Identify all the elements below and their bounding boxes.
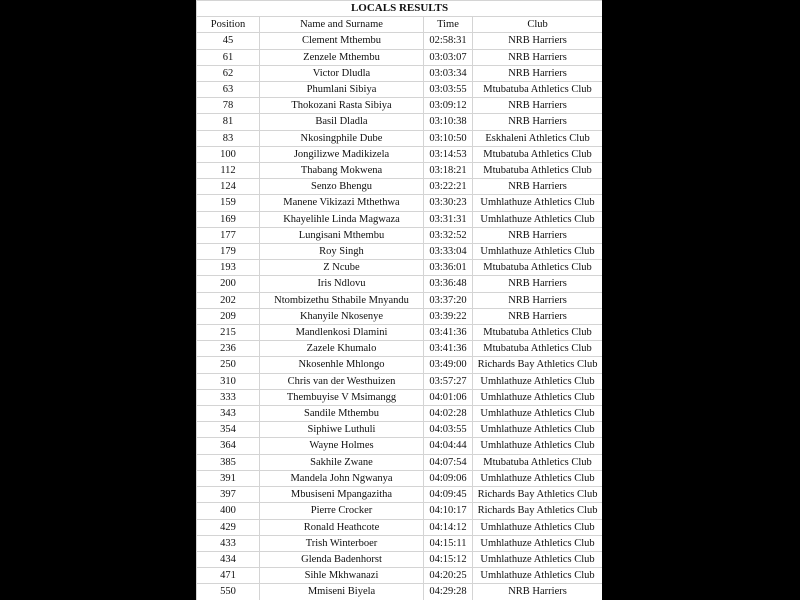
cell-time: 03:32:52 xyxy=(424,227,473,243)
cell-time: 03:09:12 xyxy=(424,98,473,114)
cell-name: Nkosenhle Mhlongo xyxy=(260,357,424,373)
cell-name: Manene Vikizazi Mthethwa xyxy=(260,195,424,211)
cell-time: 04:15:12 xyxy=(424,551,473,567)
cell-name: Thembuyise V Msimangg xyxy=(260,389,424,405)
cell-club: Umhlathuze Athletics Club xyxy=(473,470,603,486)
table-row xyxy=(197,503,603,519)
cell-club: NRB Harriers xyxy=(473,308,603,324)
table-row xyxy=(197,179,603,195)
cell-name: Mbusiseni Mpangazitha xyxy=(260,487,424,503)
table-row xyxy=(197,114,603,130)
cell-club: NRB Harriers xyxy=(473,584,603,600)
table-row xyxy=(197,325,603,341)
cell-club: Umhlathuze Athletics Club xyxy=(473,373,603,389)
cell-time: 02:58:31 xyxy=(424,33,473,49)
cell-position: 471 xyxy=(197,568,260,584)
cell-position: 81 xyxy=(197,114,260,130)
table-row xyxy=(197,519,603,535)
cell-time: 03:22:21 xyxy=(424,179,473,195)
cell-time: 04:04:44 xyxy=(424,438,473,454)
cell-position: 550 xyxy=(197,584,260,600)
table-row xyxy=(197,33,603,49)
table-row xyxy=(197,568,603,584)
table-row xyxy=(197,357,603,373)
table-row xyxy=(197,227,603,243)
cell-position: 236 xyxy=(197,341,260,357)
cell-position: 83 xyxy=(197,130,260,146)
table-row xyxy=(197,308,603,324)
cell-position: 202 xyxy=(197,292,260,308)
cell-club: NRB Harriers xyxy=(473,33,603,49)
cell-club: NRB Harriers xyxy=(473,227,603,243)
cell-time: 03:37:20 xyxy=(424,292,473,308)
results-sheet xyxy=(196,0,602,600)
cell-name: Lungisani Mthembu xyxy=(260,227,424,243)
cell-club: Umhlathuze Athletics Club xyxy=(473,195,603,211)
cell-position: 45 xyxy=(197,33,260,49)
header-name: Name and Surname xyxy=(260,17,424,33)
table-row xyxy=(197,195,603,211)
table-row xyxy=(197,65,603,81)
cell-position: 100 xyxy=(197,146,260,162)
cell-club: Mtubatuba Athletics Club xyxy=(473,454,603,470)
cell-name: Thabang Mokwena xyxy=(260,163,424,179)
cell-club: Richards Bay Athletics Club xyxy=(473,503,603,519)
cell-name: Mmiseni Biyela xyxy=(260,584,424,600)
table-row xyxy=(197,454,603,470)
cell-name: Sakhile Zwane xyxy=(260,454,424,470)
cell-time: 03:41:36 xyxy=(424,325,473,341)
cell-name: Nkosingphile Dube xyxy=(260,130,424,146)
cell-position: 200 xyxy=(197,276,260,292)
cell-position: 343 xyxy=(197,406,260,422)
cell-time: 03:10:50 xyxy=(424,130,473,146)
cell-time: 04:09:45 xyxy=(424,487,473,503)
cell-club: Richards Bay Athletics Club xyxy=(473,487,603,503)
cell-name: Glenda Badenhorst xyxy=(260,551,424,567)
cell-name: Siphiwe Luthuli xyxy=(260,422,424,438)
cell-club: Mtubatuba Athletics Club xyxy=(473,341,603,357)
table-row xyxy=(197,292,603,308)
cell-time: 03:57:27 xyxy=(424,373,473,389)
cell-position: 61 xyxy=(197,49,260,65)
cell-position: 112 xyxy=(197,163,260,179)
cell-time: 03:33:04 xyxy=(424,244,473,260)
cell-name: Ronald Heathcote xyxy=(260,519,424,535)
cell-position: 215 xyxy=(197,325,260,341)
cell-position: 391 xyxy=(197,470,260,486)
table-row xyxy=(197,470,603,486)
cell-name: Khanyile Nkosenye xyxy=(260,308,424,324)
cell-club: Eskhaleni Athletics Club xyxy=(473,130,603,146)
cell-name: Clement Mthembu xyxy=(260,33,424,49)
title-row xyxy=(197,1,603,17)
cell-time: 04:03:55 xyxy=(424,422,473,438)
cell-time: 04:15:11 xyxy=(424,535,473,551)
cell-position: 433 xyxy=(197,535,260,551)
cell-club: Mtubatuba Athletics Club xyxy=(473,260,603,276)
cell-position: 250 xyxy=(197,357,260,373)
header-row xyxy=(197,17,603,33)
cell-position: 124 xyxy=(197,179,260,195)
table-row xyxy=(197,487,603,503)
cell-position: 333 xyxy=(197,389,260,405)
cell-club: NRB Harriers xyxy=(473,114,603,130)
cell-name: Z Ncube xyxy=(260,260,424,276)
cell-club: Richards Bay Athletics Club xyxy=(473,357,603,373)
table-row xyxy=(197,406,603,422)
cell-name: Victor Dludla xyxy=(260,65,424,81)
cell-position: 78 xyxy=(197,98,260,114)
table-row xyxy=(197,260,603,276)
results-table xyxy=(196,0,602,600)
cell-name: Mandlenkosi Dlamini xyxy=(260,325,424,341)
table-row xyxy=(197,438,603,454)
cell-time: 03:14:53 xyxy=(424,146,473,162)
header-time: Time xyxy=(424,17,473,33)
table-row xyxy=(197,130,603,146)
cell-position: 209 xyxy=(197,308,260,324)
cell-time: 03:30:23 xyxy=(424,195,473,211)
cell-club: Mtubatuba Athletics Club xyxy=(473,82,603,98)
cell-club: Umhlathuze Athletics Club xyxy=(473,244,603,260)
cell-time: 03:03:34 xyxy=(424,65,473,81)
cell-club: Umhlathuze Athletics Club xyxy=(473,438,603,454)
cell-time: 04:09:06 xyxy=(424,470,473,486)
table-row xyxy=(197,244,603,260)
cell-time: 03:36:01 xyxy=(424,260,473,276)
cell-time: 03:49:00 xyxy=(424,357,473,373)
cell-position: 364 xyxy=(197,438,260,454)
cell-name: Jongilizwe Madikizela xyxy=(260,146,424,162)
cell-club: Umhlathuze Athletics Club xyxy=(473,389,603,405)
cell-club: NRB Harriers xyxy=(473,179,603,195)
table-row xyxy=(197,49,603,65)
cell-club: Umhlathuze Athletics Club xyxy=(473,535,603,551)
cell-name: Iris Ndlovu xyxy=(260,276,424,292)
cell-position: 400 xyxy=(197,503,260,519)
cell-name: Roy Singh xyxy=(260,244,424,260)
cell-club: NRB Harriers xyxy=(473,49,603,65)
cell-position: 169 xyxy=(197,211,260,227)
cell-club: Mtubatuba Athletics Club xyxy=(473,163,603,179)
cell-club: Mtubatuba Athletics Club xyxy=(473,325,603,341)
cell-name: Thokozani Rasta Sibiya xyxy=(260,98,424,114)
cell-name: Wayne Holmes xyxy=(260,438,424,454)
cell-club: Mtubatuba Athletics Club xyxy=(473,146,603,162)
cell-time: 04:14:12 xyxy=(424,519,473,535)
cell-club: Umhlathuze Athletics Club xyxy=(473,422,603,438)
table-row xyxy=(197,389,603,405)
cell-time: 04:02:28 xyxy=(424,406,473,422)
cell-time: 03:31:31 xyxy=(424,211,473,227)
table-row xyxy=(197,584,603,600)
cell-position: 385 xyxy=(197,454,260,470)
cell-club: NRB Harriers xyxy=(473,292,603,308)
cell-time: 03:36:48 xyxy=(424,276,473,292)
cell-position: 63 xyxy=(197,82,260,98)
cell-name: Ntombizethu Sthabile Mnyandu xyxy=(260,292,424,308)
cell-time: 04:10:17 xyxy=(424,503,473,519)
cell-time: 03:39:22 xyxy=(424,308,473,324)
cell-position: 354 xyxy=(197,422,260,438)
table-row xyxy=(197,163,603,179)
cell-time: 04:07:54 xyxy=(424,454,473,470)
cell-name: Senzo Bhengu xyxy=(260,179,424,195)
table-row xyxy=(197,211,603,227)
cell-club: NRB Harriers xyxy=(473,65,603,81)
cell-name: Trish Winterboer xyxy=(260,535,424,551)
cell-time: 04:29:28 xyxy=(424,584,473,600)
table-row xyxy=(197,422,603,438)
cell-name: Zenzele Mthembu xyxy=(260,49,424,65)
header-club: Club xyxy=(473,17,603,33)
cell-name: Mandela John Ngwanya xyxy=(260,470,424,486)
cell-name: Basil Dladla xyxy=(260,114,424,130)
table-row xyxy=(197,276,603,292)
cell-time: 03:18:21 xyxy=(424,163,473,179)
cell-name: Khayelihle Linda Magwaza xyxy=(260,211,424,227)
cell-position: 429 xyxy=(197,519,260,535)
cell-position: 62 xyxy=(197,65,260,81)
table-row xyxy=(197,341,603,357)
cell-time: 03:03:55 xyxy=(424,82,473,98)
cell-position: 310 xyxy=(197,373,260,389)
table-row xyxy=(197,82,603,98)
cell-position: 397 xyxy=(197,487,260,503)
table-row xyxy=(197,551,603,567)
cell-time: 03:41:36 xyxy=(424,341,473,357)
cell-club: Umhlathuze Athletics Club xyxy=(473,568,603,584)
table-row xyxy=(197,373,603,389)
cell-name: Pierre Crocker xyxy=(260,503,424,519)
cell-time: 04:20:25 xyxy=(424,568,473,584)
cell-club: NRB Harriers xyxy=(473,276,603,292)
results-body xyxy=(197,33,603,600)
cell-club: NRB Harriers xyxy=(473,98,603,114)
cell-name: Chris van der Westhuizen xyxy=(260,373,424,389)
cell-club: Umhlathuze Athletics Club xyxy=(473,519,603,535)
cell-position: 159 xyxy=(197,195,260,211)
cell-name: Sandile Mthembu xyxy=(260,406,424,422)
cell-club: Umhlathuze Athletics Club xyxy=(473,551,603,567)
cell-name: Zazele Khumalo xyxy=(260,341,424,357)
cell-position: 193 xyxy=(197,260,260,276)
cell-position: 177 xyxy=(197,227,260,243)
cell-name: Sihle Mkhwanazi xyxy=(260,568,424,584)
table-row xyxy=(197,535,603,551)
cell-position: 179 xyxy=(197,244,260,260)
cell-time: 04:01:06 xyxy=(424,389,473,405)
table-title: LOCALS RESULTS xyxy=(197,1,603,17)
cell-time: 03:03:07 xyxy=(424,49,473,65)
cell-club: Umhlathuze Athletics Club xyxy=(473,211,603,227)
cell-position: 434 xyxy=(197,551,260,567)
table-row xyxy=(197,98,603,114)
table-row xyxy=(197,146,603,162)
cell-name: Phumlani Sibiya xyxy=(260,82,424,98)
header-position: Position xyxy=(197,17,260,33)
cell-club: Umhlathuze Athletics Club xyxy=(473,406,603,422)
cell-time: 03:10:38 xyxy=(424,114,473,130)
